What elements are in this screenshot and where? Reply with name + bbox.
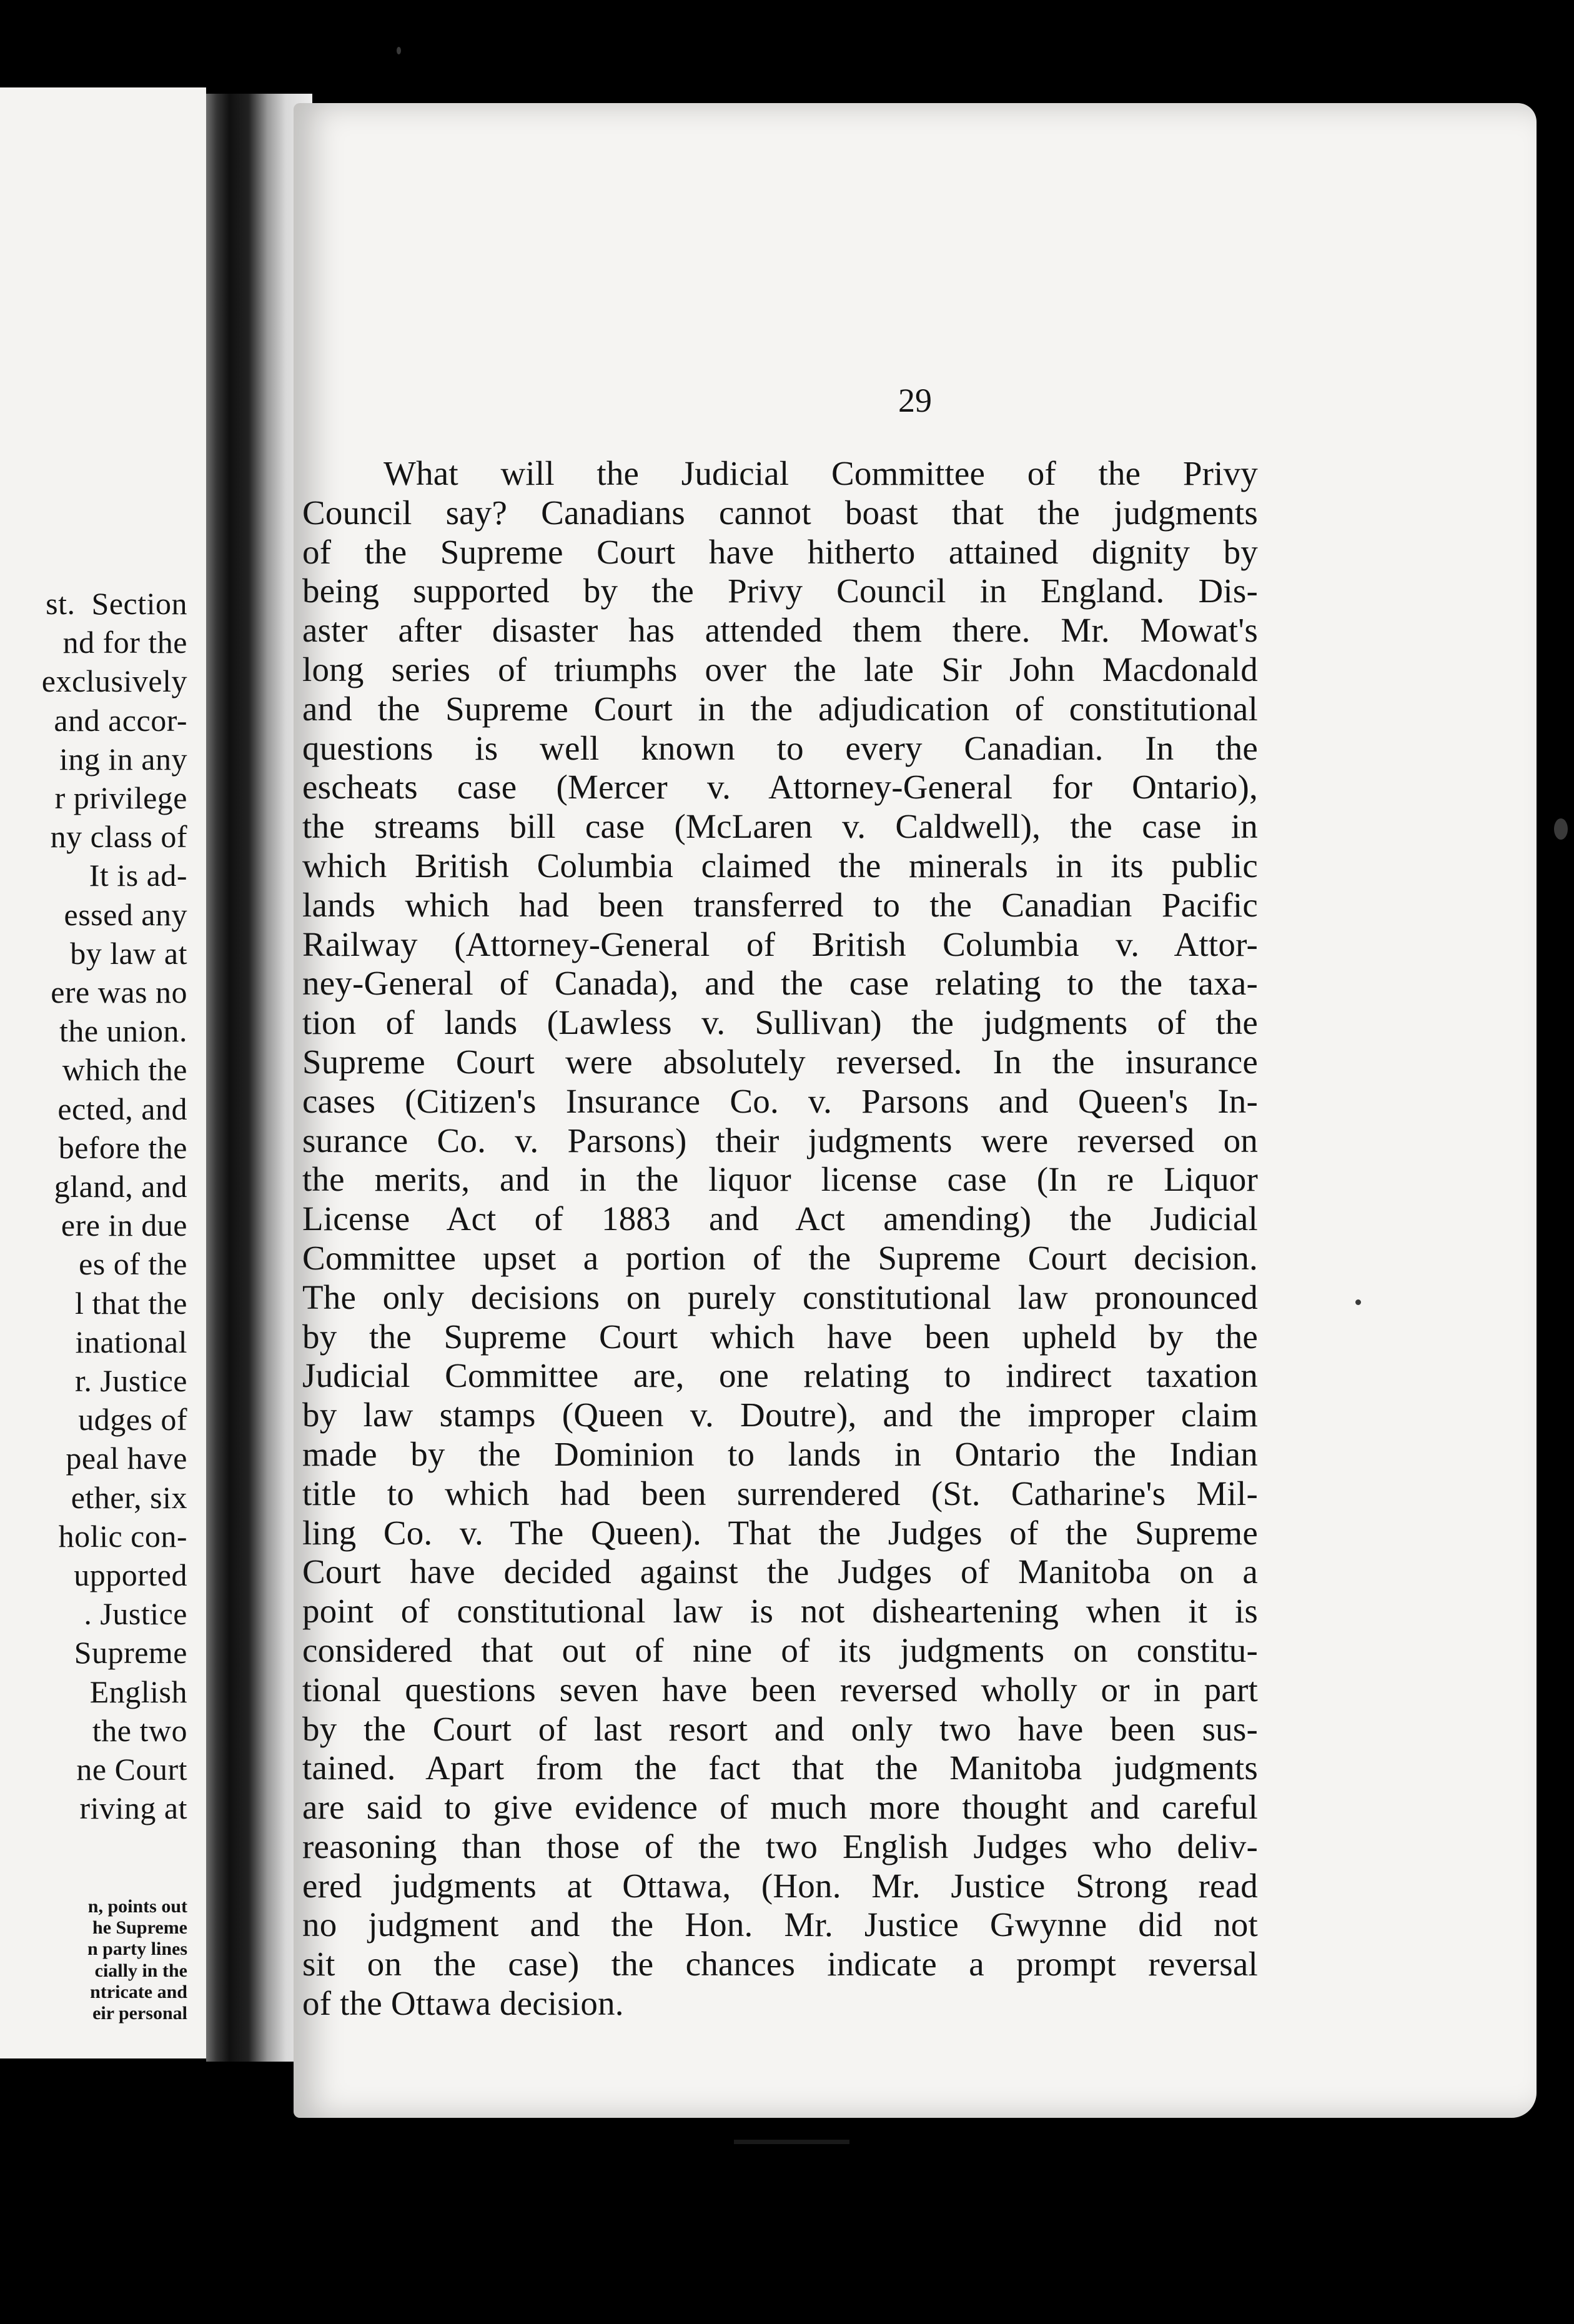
text-line: questions is well known to every Canadian. In the: [302, 728, 1258, 767]
text-line: Court have decided against the Judges of Manitoba on a: [302, 1552, 1258, 1591]
text-line: What will the Judicial Committee of the Privy: [384, 454, 1258, 492]
left-page-line: ny class of: [50, 819, 187, 855]
left-page-line: the two: [92, 1712, 187, 1748]
left-page-line: upported: [74, 1557, 187, 1593]
text-line: tion of lands (Lawless v. Sullivan) the judgments of the: [302, 1003, 1258, 1042]
text-line: surance Co. v. Parsons) their judgments were reversed on: [302, 1121, 1258, 1160]
left-page-line: peal have: [66, 1441, 187, 1476]
text-line: no judgment and the Hon. Mr. Justice Gwynne did not: [302, 1905, 1258, 1944]
text-line: ered judgments at Ottawa, (Hon. Mr. Justice Strong read: [302, 1866, 1258, 1905]
left-page-text: [0, 584, 187, 1828]
dust-speck: [1554, 818, 1568, 840]
left-page-line: and accor-: [54, 702, 187, 738]
text-line: and the Supreme Court in the adjudication of constitutional: [302, 689, 1258, 728]
left-page-line: English: [89, 1674, 187, 1709]
text-line: are said to give evidence of much more thought and careful: [302, 1788, 1258, 1827]
left-footnote-line: cially in the: [94, 1960, 187, 1981]
left-page-line: nd for the: [62, 625, 187, 660]
text-line: of the Supreme Court have hitherto attained dignity by: [302, 532, 1258, 571]
left-page-line: essed any: [64, 896, 187, 932]
left-page-line: gland, and: [54, 1169, 187, 1204]
left-page-line: ere was no: [51, 975, 187, 1010]
text-line: the merits, and in the liquor license case (In re Liquor: [302, 1160, 1258, 1199]
dust-speck: [1355, 1299, 1361, 1305]
text-line: the streams bill case (McLaren v. Caldwell), the case in: [302, 807, 1258, 846]
text-line: long series of triumphs over the late Sir John Macdonald: [302, 650, 1258, 688]
text-line: of the Ottawa decision.: [302, 1984, 624, 2023]
left-page-line: st. Section: [46, 586, 187, 621]
text-line: sit on the case) the chances indicate a prompt reversal: [302, 1945, 1258, 1984]
left-page-line: ether, six: [71, 1479, 187, 1515]
left-page-line: inational: [75, 1324, 187, 1359]
text-line: Supreme Court were absolutely reversed. In the insurance: [302, 1042, 1258, 1081]
text-line: Committee upset a portion of the Supreme Court decision.: [302, 1238, 1258, 1277]
text-line: point of constitutional law is not disheartening when it is: [302, 1592, 1258, 1631]
left-page-line: ere in due: [61, 1208, 187, 1243]
text-line: tional questions seven have been reversed wholly or in part: [302, 1670, 1258, 1709]
text-line: The only decisions on purely constitutional law pronounced: [302, 1278, 1258, 1316]
left-footnote-line: n, points out: [87, 1896, 187, 1917]
text-line: by the Supreme Court which have been upheld by the: [302, 1317, 1258, 1356]
left-page-line: which the: [62, 1052, 187, 1088]
text-line: title to which had been surrendered (St. Catharine's Mil-: [302, 1474, 1258, 1512]
right-page: [294, 103, 1537, 2118]
text-line: Council say? Canadians cannot boast that the judgments: [302, 493, 1258, 532]
left-page-line: r privilege: [54, 780, 187, 816]
text-line: License Act of 1883 and Act amending) the Judicial: [302, 1199, 1258, 1238]
text-line: which British Columbia claimed the minerals in its public: [302, 846, 1258, 885]
text-line: tained. Apart from the fact that the Manitoba judgments: [302, 1749, 1258, 1787]
text-line: escheats case (Mercer v. Attorney-General for Ontario),: [302, 768, 1258, 807]
left-page-line: ing in any: [59, 741, 187, 777]
text-line: lands which had been transferred to the Canadian Pacific: [302, 885, 1258, 924]
text-line: Railway (Attorney-General of British Columbia v. Attor-: [302, 925, 1258, 963]
left-page-line: udges of: [78, 1402, 187, 1438]
text-line: considered that out of nine of its judgments on constitu-: [302, 1631, 1258, 1669]
text-line: ney-General of Canada), and the case relating to the taxa-: [302, 964, 1258, 1003]
left-facing-page: [0, 87, 206, 2058]
text-line: aster after disaster has attended them there. Mr. Mowat's: [302, 611, 1258, 650]
text-line: by law stamps (Queen v. Doutre), and the improper claim: [302, 1396, 1258, 1434]
left-page-line: It is ad-: [89, 858, 187, 893]
text-line: made by the Dominion to lands in Ontario the Indian: [302, 1434, 1258, 1473]
left-page-line: Supreme: [74, 1635, 187, 1671]
left-page-footnote: [0, 1896, 187, 2024]
left-footnote-line: ntricate and: [90, 1981, 187, 2002]
left-page-line: by law at: [70, 935, 187, 971]
text-line: reasoning than those of the two English Judges who deliv-: [302, 1827, 1258, 1865]
left-page-line: ected, and: [57, 1091, 187, 1126]
text-line: ling Co. v. The Queen). That the Judges of the Supreme: [302, 1513, 1258, 1552]
left-page-line: l that the: [75, 1285, 187, 1321]
text-line: being supported by the Privy Council in England. Dis-: [302, 572, 1258, 610]
left-page-line: ne Court: [76, 1752, 187, 1787]
left-page-line: es of the: [79, 1246, 187, 1282]
body-paragraph: [302, 454, 1258, 2024]
left-page-line: before the: [58, 1130, 187, 1165]
section-divider-rule: [734, 2140, 849, 2144]
left-page-line: . Justice: [84, 1596, 187, 1632]
left-page-line: holic con-: [58, 1518, 187, 1554]
left-footnote-line: eir personal: [92, 2003, 187, 2024]
text-line: Judicial Committee are, one relating to indirect taxation: [302, 1356, 1258, 1395]
text-line: cases (Citizen's Insurance Co. v. Parsons and Queen's In-: [302, 1081, 1258, 1120]
left-page-line: exclusively: [41, 663, 187, 699]
left-footnote-line: n party lines: [87, 1939, 187, 1960]
dust-speck: [397, 47, 401, 54]
left-page-line: r. Justice: [75, 1363, 187, 1399]
left-page-line: the union.: [59, 1013, 187, 1049]
text-line: by the Court of last resort and only two have been sus-: [302, 1709, 1258, 1748]
page-number: 29: [898, 382, 932, 419]
left-page-line: riving at: [79, 1790, 187, 1826]
left-footnote-line: he Supreme: [92, 1917, 187, 1939]
